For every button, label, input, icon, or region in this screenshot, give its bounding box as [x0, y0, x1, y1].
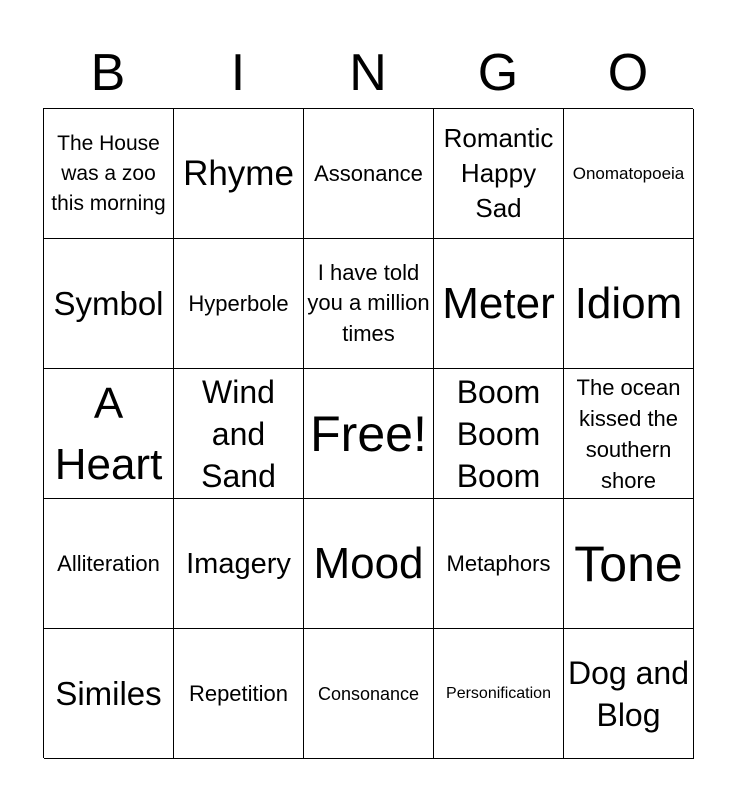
cell-text: Mood [313, 538, 424, 588]
cell-text: Dog and Blog [568, 654, 689, 733]
bingo-cell[interactable] [174, 369, 304, 499]
bingo-cell[interactable] [564, 499, 694, 629]
cell-text: Assonance [314, 160, 423, 186]
bingo-cell[interactable] [434, 629, 564, 759]
bingo-cell[interactable] [44, 109, 174, 239]
bingo-header [43, 38, 693, 108]
cell-text: The ocean kissed the southern shore [576, 374, 681, 493]
cell-text: Rhyme [183, 153, 294, 193]
header-letter-o: O [607, 44, 649, 102]
cell-text: A Heart [54, 378, 163, 489]
cell-text: Personification [446, 684, 551, 702]
bingo-cell[interactable] [174, 499, 304, 629]
cell-text: The House was a zoo this morning [51, 131, 166, 215]
bingo-cell[interactable] [564, 629, 694, 759]
bingo-cell[interactable] [564, 369, 694, 499]
header-letter-g: G [477, 44, 519, 102]
bingo-cell[interactable] [434, 239, 564, 369]
bingo-cell[interactable] [304, 499, 434, 629]
bingo-cell[interactable] [434, 369, 564, 499]
cell-text: Tone [574, 535, 683, 592]
cell-text: Idiom [574, 278, 683, 328]
cell-text: Symbol [53, 284, 164, 322]
bingo-cell[interactable] [304, 629, 434, 759]
bingo-cell[interactable] [174, 629, 304, 759]
bingo-cell[interactable] [44, 239, 174, 369]
bingo-cell[interactable] [44, 499, 174, 629]
bingo-cell[interactable] [174, 109, 304, 239]
cell-text: Metaphors [446, 550, 551, 576]
header-letter-i: I [230, 44, 246, 102]
cell-text: I have told you a million times [307, 259, 430, 346]
bingo-cell[interactable] [304, 109, 434, 239]
cell-text: Hyperbole [188, 290, 289, 316]
bingo-cell[interactable] [44, 369, 174, 499]
cell-text: Similes [55, 674, 162, 712]
cell-text: Onomatopoeia [572, 163, 685, 183]
bingo-board [43, 108, 693, 758]
bingo-cell[interactable] [434, 109, 564, 239]
cell-text: Alliteration [57, 550, 160, 576]
cell-text: Imagery [186, 547, 291, 580]
cell-text: Consonance [317, 683, 420, 704]
bingo-cell[interactable] [564, 239, 694, 369]
bingo-cell[interactable] [564, 109, 694, 239]
header-letter-n: N [349, 44, 387, 102]
cell-text: Repetition [188, 680, 289, 706]
cell-text: Meter [442, 278, 555, 328]
cell-text: Boom Boom Boom [456, 373, 541, 494]
bingo-cell[interactable] [304, 369, 434, 499]
bingo-cell[interactable] [174, 239, 304, 369]
cell-text: Wind and Sand [201, 373, 276, 494]
cell-text: Romantic Happy Sad [443, 123, 554, 223]
bingo-cell[interactable] [304, 239, 434, 369]
bingo-cell[interactable] [44, 629, 174, 759]
header-letter-b: B [90, 44, 126, 102]
bingo-cell[interactable] [434, 499, 564, 629]
cell-text: Free! [310, 405, 427, 462]
